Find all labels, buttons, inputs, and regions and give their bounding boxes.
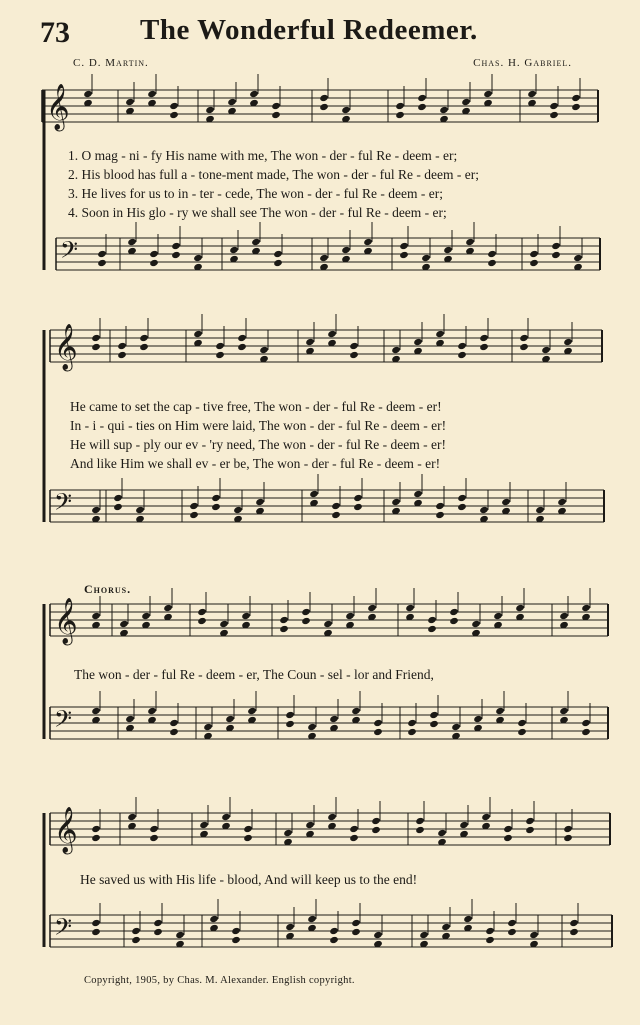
note-head	[519, 343, 529, 351]
note-head	[407, 728, 417, 736]
note-head	[91, 825, 101, 833]
note-head	[199, 821, 209, 829]
note-head	[507, 928, 517, 936]
note-head	[581, 719, 591, 727]
note-head	[439, 106, 449, 114]
note-head	[341, 246, 351, 254]
note-head	[559, 612, 569, 620]
note-head	[117, 342, 127, 350]
note-head	[331, 502, 341, 510]
note-head	[525, 826, 535, 834]
note-head	[97, 250, 107, 258]
note-head	[427, 625, 437, 633]
note-head	[247, 707, 257, 715]
note-head	[225, 715, 235, 723]
note-head	[259, 346, 269, 354]
chorus-line-2: He saved us with His life - blood, And will keep us to the end!	[80, 872, 418, 887]
note-head	[551, 242, 561, 250]
note-head	[211, 503, 221, 511]
note-head	[363, 238, 373, 246]
note-head	[373, 719, 383, 727]
note-head	[189, 511, 199, 519]
note-head	[417, 94, 427, 102]
note-head	[421, 254, 431, 262]
note-head	[573, 254, 583, 262]
note-head	[329, 715, 339, 723]
note-head	[307, 723, 317, 731]
note-head	[301, 608, 311, 616]
note-head	[319, 254, 329, 262]
note-head	[503, 825, 513, 833]
note-head	[221, 813, 231, 821]
note-head	[391, 346, 401, 354]
note-head	[193, 254, 203, 262]
note-head	[435, 502, 445, 510]
note-head	[243, 825, 253, 833]
note-head	[169, 102, 179, 110]
note-head	[435, 330, 445, 338]
note-head	[91, 919, 101, 927]
treble-clef-icon: 𝄞	[54, 807, 78, 853]
bass-clef-icon: 𝄢	[54, 913, 73, 946]
note-head	[249, 90, 259, 98]
verse-1-line-a: 1. O mag - ni - fy His name with me, The won - der - ful Re - deem - er;	[68, 148, 458, 163]
note-head	[495, 707, 505, 715]
note-head	[351, 919, 361, 927]
note-head	[189, 502, 199, 510]
verse-4-line-a: 4. Soon in His glo - ry we shall see The won - der - ful Re - deem - er;	[68, 205, 447, 220]
note-head	[487, 250, 497, 258]
note-head	[371, 826, 381, 834]
note-head	[285, 711, 295, 719]
note-head	[373, 728, 383, 736]
note-head	[441, 923, 451, 931]
note-head	[279, 616, 289, 624]
note-head	[91, 506, 101, 514]
note-head	[135, 506, 145, 514]
note-head	[571, 103, 581, 111]
note-head	[215, 342, 225, 350]
note-head	[169, 719, 179, 727]
note-head	[131, 927, 141, 935]
note-head	[91, 343, 101, 351]
note-head	[327, 330, 337, 338]
note-head	[345, 612, 355, 620]
verse-1-line-b: He came to set the cap - tive free, The won - der - ful Re - deem - er!	[70, 399, 442, 414]
note-head	[581, 604, 591, 612]
note-head	[233, 506, 243, 514]
note-head	[457, 351, 467, 359]
note-head	[463, 915, 473, 923]
note-head	[91, 834, 101, 842]
note-head	[273, 259, 283, 267]
note-head	[113, 494, 123, 502]
note-head	[529, 259, 539, 267]
note-head	[305, 338, 315, 346]
note-head	[163, 604, 173, 612]
note-head	[127, 238, 137, 246]
note-head	[457, 342, 467, 350]
note-head	[527, 90, 537, 98]
note-head	[285, 720, 295, 728]
note-head	[127, 813, 137, 821]
note-head	[255, 498, 265, 506]
note-head	[309, 490, 319, 498]
treble-clef-icon: 𝄞	[46, 84, 70, 130]
note-head	[131, 936, 141, 944]
note-head	[91, 707, 101, 715]
note-head	[485, 927, 495, 935]
note-head	[407, 719, 417, 727]
note-head	[149, 250, 159, 258]
note-head	[451, 723, 461, 731]
note-head	[241, 612, 251, 620]
note-head	[351, 707, 361, 715]
hymn-number: 73	[40, 16, 70, 49]
note-head	[563, 338, 573, 346]
note-head	[349, 342, 359, 350]
note-head	[415, 826, 425, 834]
verse-2-line-b: In - i - qui - ties on Him were laid, The won - der - ful Re - deem - er!	[70, 418, 447, 433]
chorus-label: Chorus.	[84, 582, 132, 596]
chorus-line-1: The won - der - ful Re - deem - er, The Coun - sel - lor and Friend,	[74, 667, 434, 682]
note-head	[301, 617, 311, 625]
note-head	[371, 817, 381, 825]
note-head	[203, 723, 213, 731]
note-head	[367, 604, 377, 612]
note-head	[481, 813, 491, 821]
verse-3-line-a: 3. He lives for us to in - ter - cede, The won - der - ful Re - deem - er;	[68, 186, 443, 201]
note-head	[153, 928, 163, 936]
note-head	[215, 351, 225, 359]
note-head	[459, 821, 469, 829]
verse-3-line-b: He will sup - ply our ev - 'ry need, The won - der - ful Re - deem - er!	[70, 437, 446, 452]
treble-clef-icon: 𝄞	[54, 598, 78, 644]
note-head	[449, 617, 459, 625]
verse-2-line-a: 2. His blood has full a - tone-ment made, The won - der - ful Re - deem - er;	[68, 167, 480, 182]
note-head	[175, 931, 185, 939]
note-head	[227, 98, 237, 106]
note-head	[351, 928, 361, 936]
note-head	[391, 498, 401, 506]
note-head	[147, 90, 157, 98]
note-head	[91, 928, 101, 936]
note-head	[97, 259, 107, 267]
note-head	[517, 728, 527, 736]
note-head	[271, 102, 281, 110]
note-head	[429, 720, 439, 728]
note-head	[197, 608, 207, 616]
note-head	[283, 829, 293, 837]
note-head	[559, 707, 569, 715]
treble-clef-icon: 𝄞	[54, 324, 78, 370]
note-head	[211, 494, 221, 502]
note-head	[153, 919, 163, 927]
note-head	[399, 251, 409, 259]
note-head	[305, 821, 315, 829]
note-head	[399, 242, 409, 250]
note-head	[479, 506, 489, 514]
note-head	[327, 813, 337, 821]
note-head	[171, 242, 181, 250]
note-head	[91, 612, 101, 620]
copyright-notice: Copyright, 1905, by Chas. M. Alexander. English copyright.	[84, 975, 355, 986]
note-head	[449, 608, 459, 616]
note-head	[139, 334, 149, 342]
note-head	[569, 919, 579, 927]
note-head	[251, 238, 261, 246]
note-head	[569, 928, 579, 936]
note-head	[515, 604, 525, 612]
note-head	[473, 715, 483, 723]
note-head	[395, 102, 405, 110]
note-head	[479, 343, 489, 351]
note-head	[91, 334, 101, 342]
note-head	[435, 511, 445, 519]
note-head	[229, 246, 239, 254]
note-head	[529, 250, 539, 258]
note-head	[437, 829, 447, 837]
note-head	[427, 616, 437, 624]
composer-credit: Chas. H. Gabriel.	[473, 57, 572, 69]
note-head	[219, 620, 229, 628]
note-head	[507, 919, 517, 927]
note-head	[197, 617, 207, 625]
note-head	[529, 931, 539, 939]
note-head	[517, 719, 527, 727]
bass-clef-icon: 𝄢	[54, 488, 73, 521]
note-head	[279, 625, 289, 633]
note-head	[483, 90, 493, 98]
note-head	[413, 490, 423, 498]
note-head	[563, 834, 573, 842]
note-head	[169, 111, 179, 119]
note-head	[471, 620, 481, 628]
note-head	[461, 98, 471, 106]
note-head	[329, 927, 339, 935]
note-head	[319, 103, 329, 111]
note-head	[415, 817, 425, 825]
note-head	[535, 506, 545, 514]
note-head	[353, 503, 363, 511]
note-head	[323, 620, 333, 628]
note-head	[549, 111, 559, 119]
note-head	[581, 728, 591, 736]
note-head	[273, 250, 283, 258]
note-head	[551, 251, 561, 259]
note-head	[169, 728, 179, 736]
note-head	[493, 612, 503, 620]
note-head	[487, 259, 497, 267]
note-head	[519, 334, 529, 342]
note-head	[457, 503, 467, 511]
bass-clef-icon: 𝄢	[54, 705, 73, 738]
note-head	[413, 338, 423, 346]
note-head	[549, 102, 559, 110]
note-head	[503, 834, 513, 842]
note-head	[125, 98, 135, 106]
note-head	[319, 94, 329, 102]
note-head	[525, 817, 535, 825]
note-head	[243, 834, 253, 842]
note-head	[457, 494, 467, 502]
note-head	[307, 915, 317, 923]
note-head	[485, 936, 495, 944]
note-head	[139, 343, 149, 351]
note-head	[285, 923, 295, 931]
note-head	[349, 351, 359, 359]
note-head	[373, 931, 383, 939]
note-head	[405, 604, 415, 612]
note-head	[353, 494, 363, 502]
note-head	[541, 346, 551, 354]
note-head	[349, 834, 359, 842]
note-head	[171, 251, 181, 259]
note-head	[341, 106, 351, 114]
note-head	[271, 111, 281, 119]
note-head	[209, 915, 219, 923]
note-head	[557, 498, 567, 506]
note-head	[149, 834, 159, 842]
note-head	[395, 111, 405, 119]
note-head	[117, 351, 127, 359]
verse-4-line-b: And like Him we shall ev - er be, The won - der - ful Re - deem - er!	[70, 456, 441, 471]
note-head	[331, 511, 341, 519]
note-head	[419, 931, 429, 939]
note-head	[429, 711, 439, 719]
bass-clef-icon: 𝄢	[60, 236, 79, 269]
note-head	[83, 90, 93, 98]
note-head	[349, 825, 359, 833]
note-head	[141, 612, 151, 620]
note-head	[465, 238, 475, 246]
note-head	[443, 246, 453, 254]
note-head	[237, 334, 247, 342]
hymn-title: The Wonderful Redeemer.	[140, 14, 478, 46]
note-head	[149, 259, 159, 267]
lyricist-credit: C. D. Martin.	[73, 57, 149, 69]
note-head	[125, 715, 135, 723]
note-head	[119, 620, 129, 628]
note-head	[563, 825, 573, 833]
note-head	[417, 103, 427, 111]
note-head	[231, 927, 241, 935]
note-head	[231, 936, 241, 944]
note-head	[501, 498, 511, 506]
note-head	[149, 825, 159, 833]
note-head	[147, 707, 157, 715]
note-head	[113, 503, 123, 511]
note-head	[571, 94, 581, 102]
note-head	[479, 334, 489, 342]
note-head	[329, 936, 339, 944]
note-head	[193, 330, 203, 338]
note-head	[205, 106, 215, 114]
note-head	[237, 343, 247, 351]
